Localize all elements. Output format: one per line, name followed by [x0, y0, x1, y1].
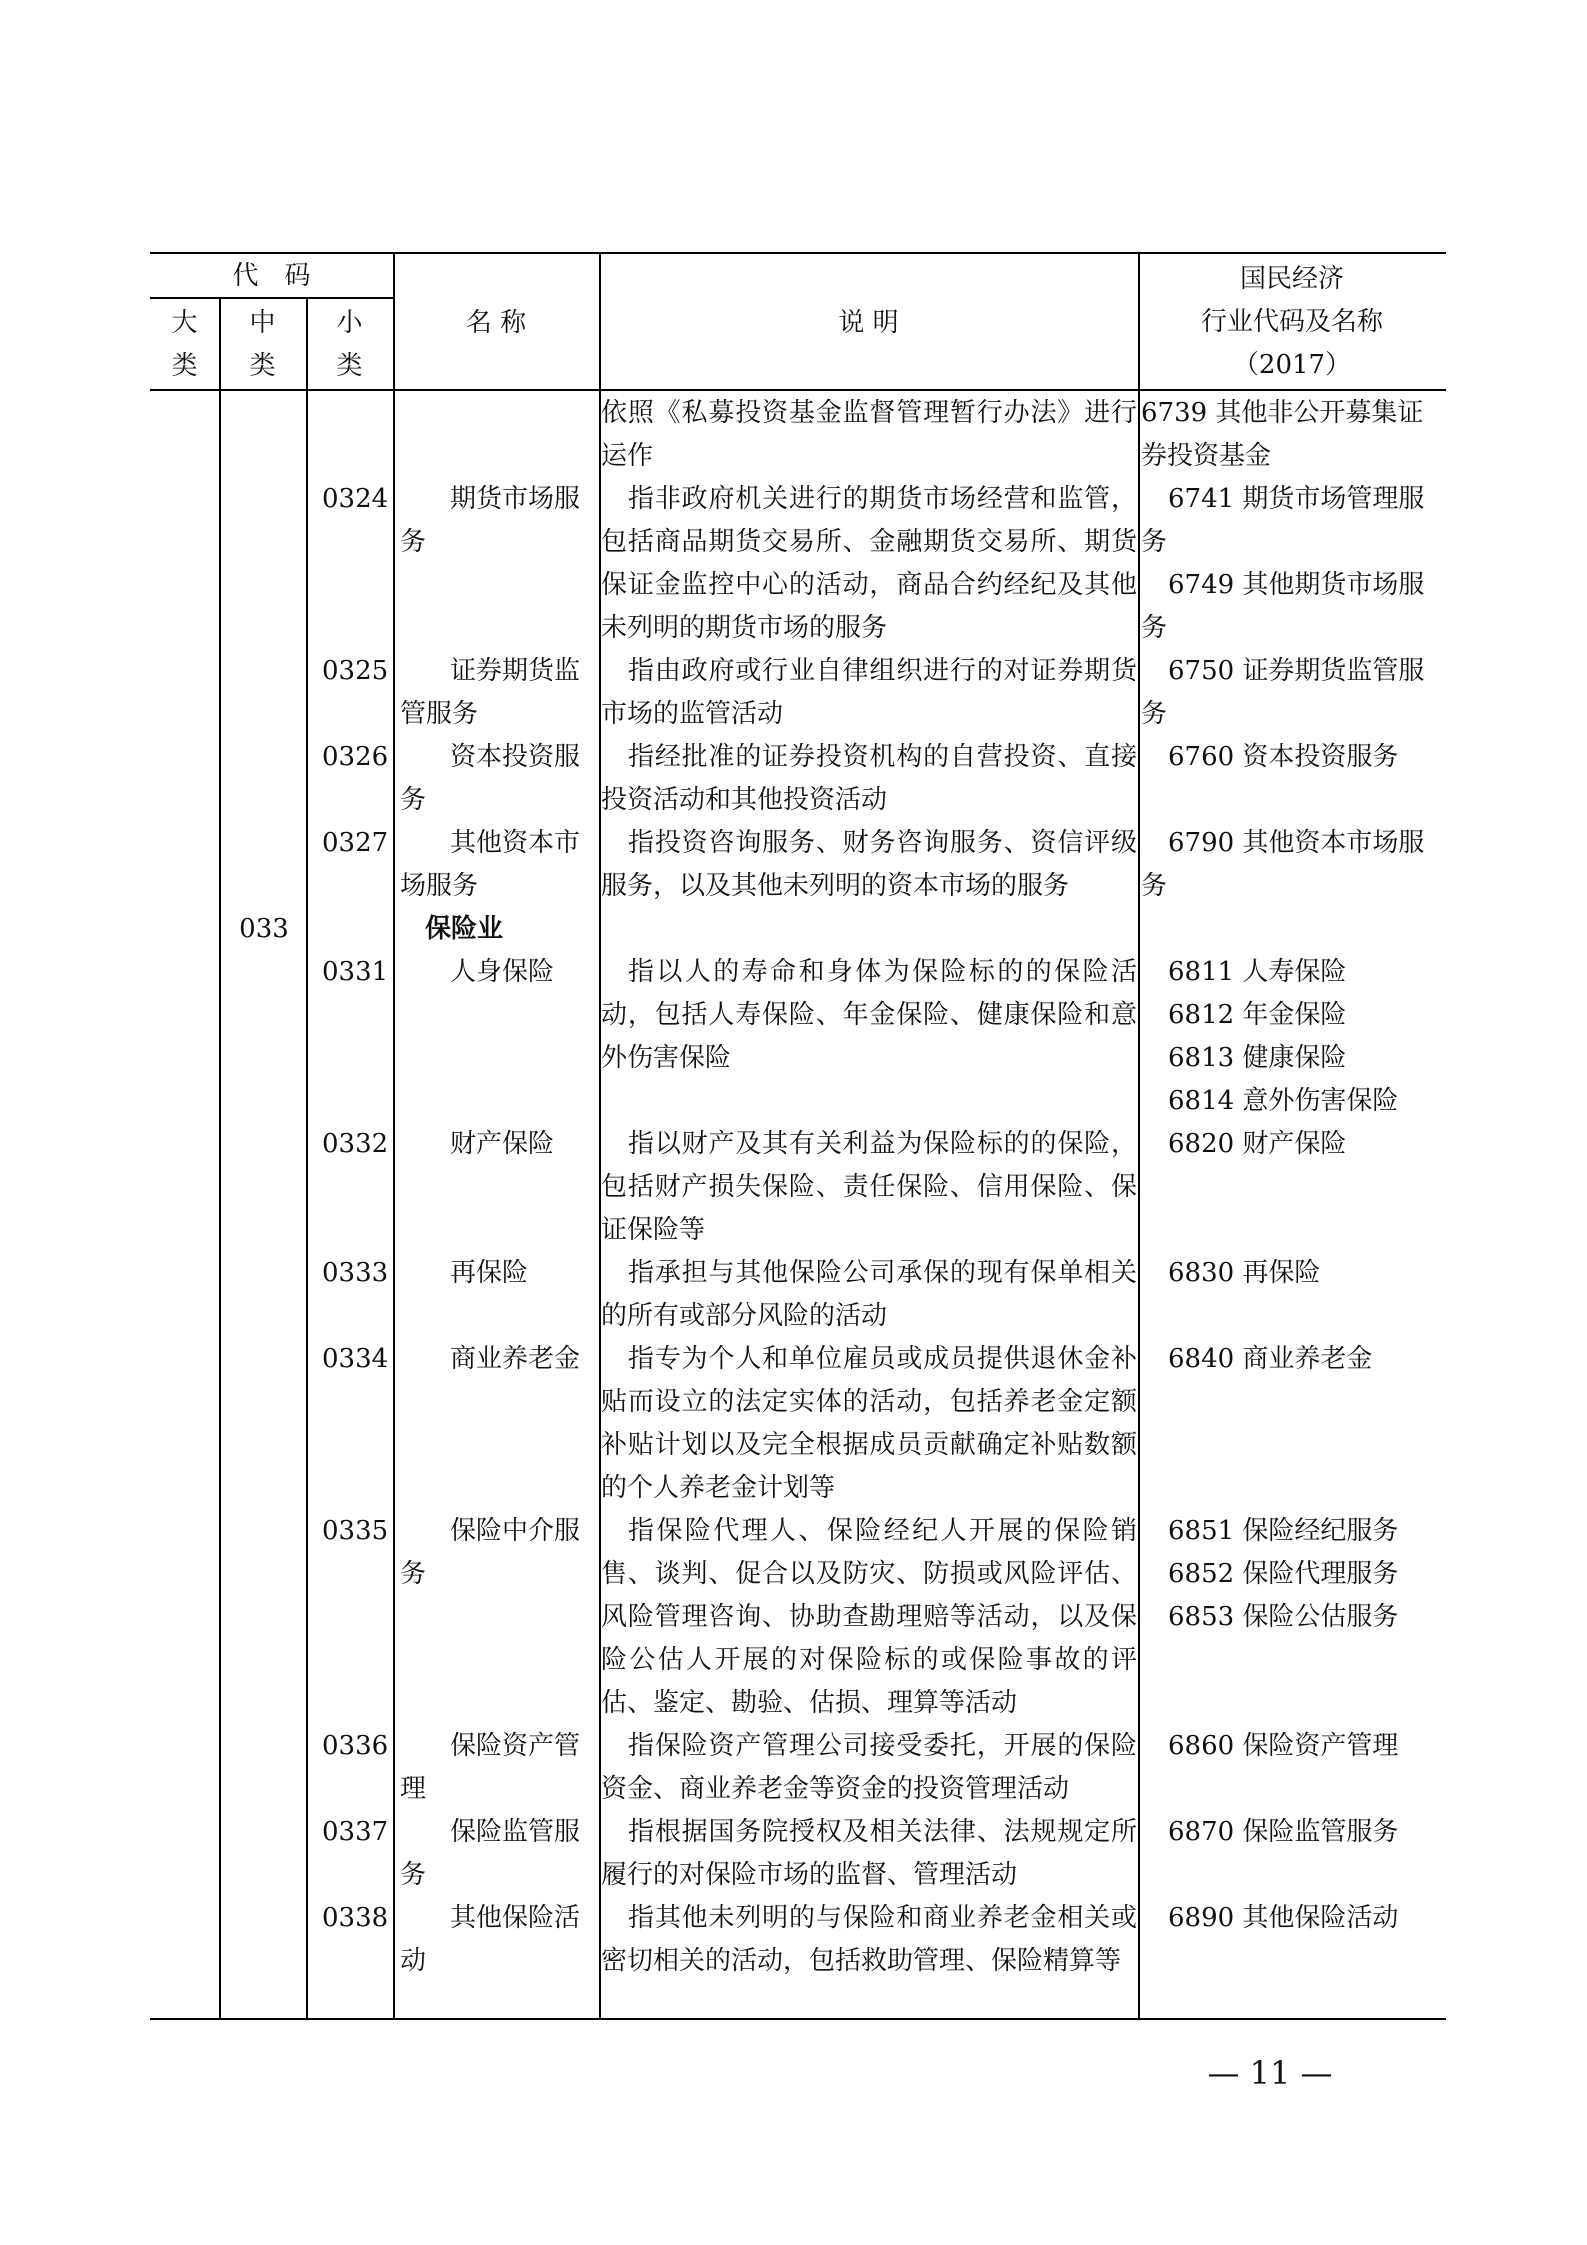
code-0338: 0338: [322, 1903, 389, 1933]
gb-0331: 6811 人寿保险 6812 年金保险 6813 健康保险 6814 意外伤害保险: [1168, 957, 1399, 1116]
gb-0336: 6860 保险资产管理: [1168, 1731, 1399, 1761]
desc-0337: 指根据国务院授权及相关法律、法规规定所履行的对保险市场的监督、管理活动: [601, 1817, 1137, 1890]
header-gb: 国民经济 行业代码及名称 （2017）: [1200, 264, 1383, 380]
desc-0336: 指保险资产管理公司接受委托，开展的保险资金、商业养老金等资金的投资管理活动: [601, 1731, 1137, 1804]
name-0327: 其他资本市场服务: [400, 828, 581, 901]
code-0327: 0327: [322, 828, 389, 858]
code-0333: 0333: [322, 1258, 389, 1288]
code-0336: 0336: [322, 1731, 389, 1761]
code-0325: 0325: [322, 656, 389, 686]
header-name: 名 称: [465, 308, 527, 338]
gb-0332: 6820 财产保险: [1168, 1129, 1347, 1159]
gb-0338: 6890 其他保险活动: [1168, 1903, 1399, 1933]
name-0331: 人身保险: [450, 957, 555, 987]
col-divider-code: [393, 252, 395, 2019]
desc-0338: 指其他未列明的与保险和商业养老金相关或密切相关的活动，包括救助管理、保险精算等: [601, 1903, 1137, 1976]
name-0333: 再保险: [450, 1258, 529, 1288]
gb-0325: 6750 证券期货监管服务: [1141, 656, 1425, 729]
desc-0326: 指经批准的证券投资机构的自营投资、直接投资活动和其他投资活动: [601, 742, 1137, 815]
gb-0335: 6851 保险经纪服务 6852 保险代理服务 6853 保险公估服务: [1168, 1516, 1399, 1632]
gb-0334: 6840 商业养老金: [1168, 1344, 1373, 1374]
name-0324: 期货市场服务: [400, 484, 581, 557]
desc-0334: 指专为个人和单位雇员或成员提供退休金补贴而设立的法定实体的活动，包括养老金定额补贴计划以及完全根据成员贡献确定补贴数额的个人养老金计划等: [601, 1344, 1137, 1503]
table-top-border: [150, 252, 1446, 254]
code-0335: 0335: [322, 1516, 389, 1546]
gb-0333: 6830 再保险: [1168, 1258, 1321, 1288]
gb-0327: 6790 其他资本市场服务: [1141, 828, 1425, 901]
desc-0325: 指由政府或行业自律组织进行的对证券期货市场的监管活动: [601, 656, 1137, 729]
name-0326: 资本投资服务: [400, 742, 581, 815]
code-0337: 0337: [322, 1817, 389, 1847]
name-0336: 保险资产管理: [400, 1731, 581, 1804]
desc-0324: 指非政府机关进行的期货市场经营和监管，包括商品期货交易所、金融期货交易所、期货保证金监控中心的活动，商品合约经纪及其他未列明的期货市场的服务: [601, 484, 1137, 643]
name-0337: 保险监管服务: [400, 1817, 581, 1890]
desc-continued: 依照《私募投资基金监督管理暂行办法》进行运作: [601, 398, 1137, 471]
desc-0332: 指以财产及其有关利益为保险标的的保险，包括财产损失保险、责任保险、信用保险、保证保险等: [601, 1129, 1137, 1245]
header-major: 大 类: [171, 308, 198, 381]
code-0326: 0326: [322, 742, 389, 772]
gb-0337: 6870 保险监管服务: [1168, 1817, 1399, 1847]
name-0325: 证券期货监管服务: [400, 656, 581, 729]
name-0332: 财产保险: [450, 1129, 555, 1159]
code-0332: 0332: [322, 1129, 389, 1159]
col-divider-desc: [1138, 252, 1140, 2019]
header-middle: 中 类: [249, 308, 276, 381]
name-0335: 保险中介服务: [400, 1516, 581, 1589]
col-divider-major: [219, 297, 221, 2019]
header-desc: 说 明: [838, 308, 899, 338]
gb-continued: 6739 其他非公开募集证券投资基金: [1141, 398, 1424, 471]
desc-0327: 指投资咨询服务、财务咨询服务、资信评级服务，以及其他未列明的资本市场的服务: [601, 828, 1137, 901]
gb-0324: 6741 期货市场管理服务 6749 其他期货市场服务: [1141, 484, 1425, 643]
header-code: 代 码: [232, 261, 311, 291]
desc-0333: 指承担与其他保险公司承保的现有保单相关的所有或部分风险的活动: [601, 1258, 1137, 1331]
middle-code-033: 033: [239, 914, 289, 944]
name-0338: 其他保险活动: [400, 1903, 581, 1976]
code-0324: 0324: [322, 484, 389, 514]
desc-0331: 指以人的寿命和身体为保险标的的保险活动，包括人寿保险、年金保险、健康保险和意外伤害保险: [601, 957, 1137, 1073]
code-0334: 0334: [322, 1344, 389, 1374]
desc-0335: 指保险代理人、保险经纪人开展的保险销售、谈判、促合以及防灾、防损或风险评估、风险管理咨询、协助查勘理赔等活动，以及保险公估人开展的对保险标的或保险事故的评估、鉴定、勘验、估损、理算等活动: [601, 1516, 1137, 1718]
table-bottom-border: [150, 2018, 1446, 2020]
gb-0326: 6760 资本投资服务: [1168, 742, 1399, 772]
header-bottom-border: [150, 389, 1446, 391]
code-0331: 0331: [322, 957, 389, 987]
page-number: — 11 —: [1207, 2054, 1333, 2092]
name-033: 保险业: [425, 914, 504, 944]
name-0334: 商业养老金: [450, 1344, 581, 1374]
header-minor: 小 类: [336, 308, 363, 381]
col-divider-middle: [306, 297, 308, 2019]
